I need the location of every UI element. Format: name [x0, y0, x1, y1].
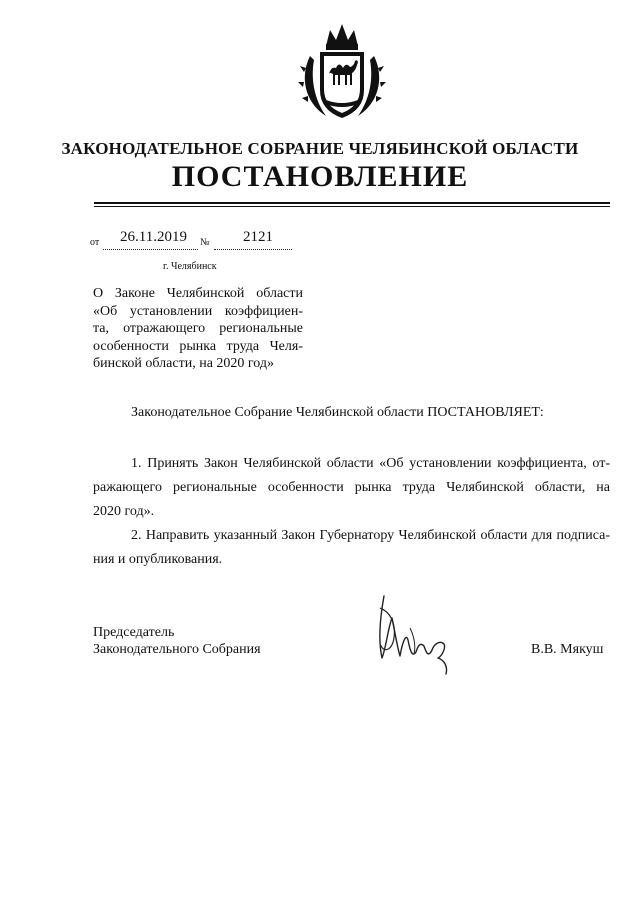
subject-line: та, отражающего региональные	[93, 321, 303, 337]
signatory-position-line2: Законодательного Собрания	[93, 642, 261, 657]
item2-line1: 2. Направить указанный Закон Губернатору Челябинской области для подписа-	[131, 528, 610, 543]
subject-line: «Об установлении коэффициен-	[93, 303, 303, 319]
number-prefix: №	[200, 237, 210, 248]
document-number: 2121	[243, 229, 273, 245]
header-rule-thick	[94, 202, 610, 204]
organization-name: ЗАКОНОДАТЕЛЬНОЕ СОБРАНИЕ ЧЕЛЯБИНСКОЙ ОБЛАСТИ	[61, 139, 579, 158]
header-rule-thin	[94, 206, 610, 207]
item1-line3: 2020 год».	[93, 504, 155, 519]
signatory-name: В.В. Мякуш	[531, 642, 604, 657]
resolution-intro: Законодательное Собрание Челябинской области ПОСТАНОВЛЯЕТ:	[131, 405, 544, 420]
item2-line2: ния и опубликования.	[93, 552, 223, 567]
subject-line: О Законе Челябинской области	[93, 286, 303, 301]
date-underline	[103, 249, 198, 250]
coat-of-arms-emblem	[296, 16, 388, 126]
handwritten-signature	[370, 588, 460, 678]
subject-line: особенности рынка труда Челя-	[93, 338, 303, 354]
city-label: г. Челябинск	[163, 261, 217, 272]
signatory-position	[93, 624, 261, 658]
signatory-position-line1: Председатель	[93, 625, 175, 640]
number-underline	[214, 249, 292, 250]
date-prefix: от	[90, 237, 100, 248]
item1-line2: ражающего региональные особенности рынка труда Челябинской области, на	[93, 480, 610, 495]
document-type-title: ПОСТАНОВЛЕНИЕ	[171, 160, 469, 193]
subject-line: бинской области, на 2020 год»	[93, 356, 275, 372]
item1-line1: 1. Принять Закон Челябинской области «Об установлении коэффициента, от-	[131, 456, 610, 471]
document-subject	[93, 285, 303, 373]
document-date: 26.11.2019	[120, 229, 187, 245]
